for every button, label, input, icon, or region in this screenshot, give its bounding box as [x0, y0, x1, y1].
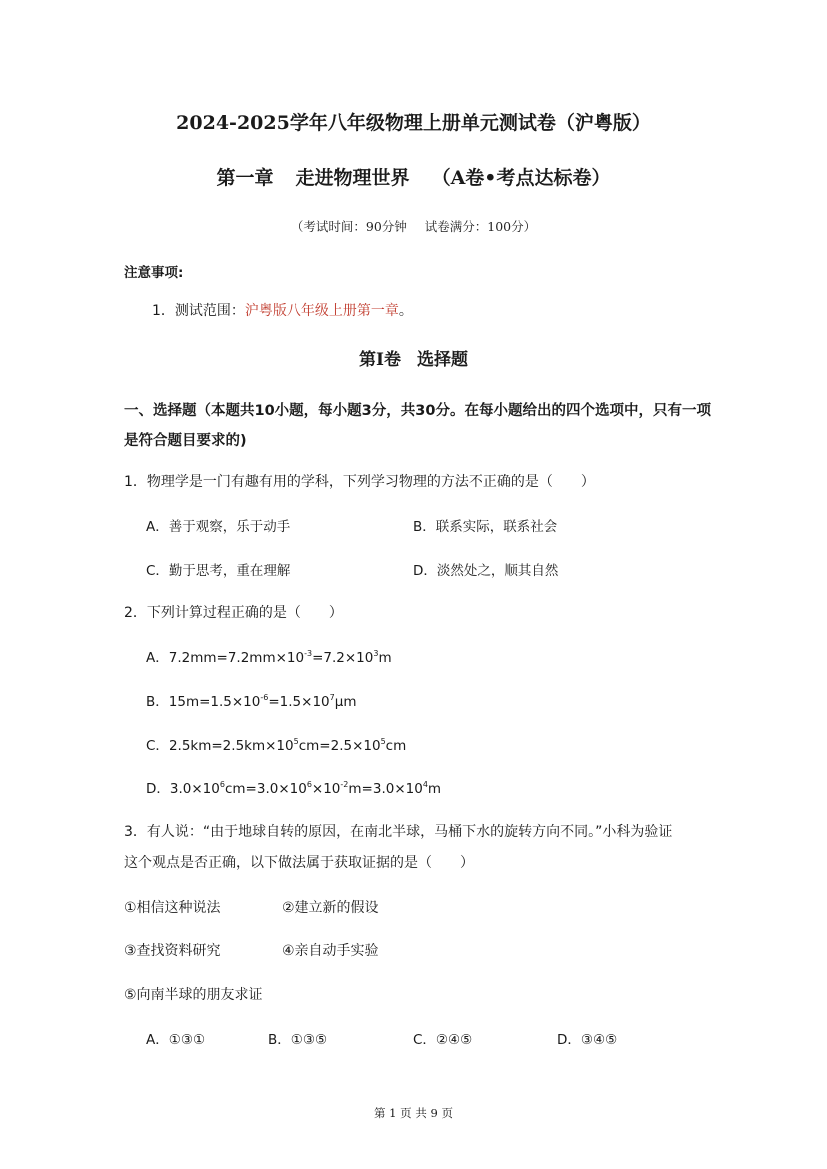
formula-part: cm=3.0×10 [224, 781, 307, 797]
question-2-option-a [146, 646, 392, 666]
scope-text: 沪粤版八年级上册第一章 [244, 303, 399, 319]
question-3-option-b: B．①③⑤ [268, 1032, 328, 1048]
question-2-stem: 2．下列计算过程正确的是（ ） [124, 605, 343, 621]
part-name: 选择题 [416, 350, 468, 370]
question-3-option-a: A．①③① [146, 1032, 206, 1048]
paper-type: （A卷•考点达标卷） [431, 167, 611, 189]
formula-part: 7.2mm=7.2mm×10 [168, 650, 305, 666]
question-3-item-1: ①相信这种说法 [124, 900, 221, 916]
formula-part: m=3.0×10 [348, 781, 423, 797]
question-3-option-d: D．③④⑤ [557, 1032, 618, 1048]
option-label: D． [146, 781, 170, 797]
exponent: -2 [340, 780, 349, 789]
scope-suffix: 。 [398, 303, 413, 319]
exponent: 4 [422, 780, 428, 789]
exponent: 6 [219, 780, 225, 789]
formula-part: cm [385, 738, 407, 754]
chapter-title [0, 163, 827, 190]
page-number: 第 1 页 共 9 页 [374, 1106, 453, 1120]
part-title [0, 345, 827, 370]
question-2-option-b [146, 690, 356, 710]
chapter-name: 走进物理世界 [295, 167, 410, 189]
exponent: -6 [260, 693, 269, 702]
question-3-item-3: ③查找资料研究 [124, 943, 221, 959]
document-title: 2024-2025学年八年级物理上册单元测试卷（沪粤版） [176, 112, 651, 134]
exponent: 7 [329, 693, 335, 702]
section-heading: 一、选择题（本题共10小题，每小题3分，共30分。在每小题给出的四个选项中，只有一项是符合题目要求的) [124, 403, 711, 449]
formula-part: 2.5km=2.5km×10 [168, 738, 294, 754]
option-label: B． [146, 694, 169, 710]
chapter-number: 第一章 [216, 167, 274, 189]
formula-part: m [378, 650, 392, 666]
notice-item-scope [152, 300, 413, 320]
question-3-item-5: ⑤向南半球的朋友求证 [124, 987, 263, 1003]
exponent: 3 [373, 649, 379, 658]
exponent: 5 [380, 737, 386, 746]
notice-label: 注意事项: [124, 265, 184, 281]
exponent: -3 [304, 649, 313, 658]
formula-part: =1.5×10 [268, 694, 330, 710]
question-3-option-c: C．②④⑤ [413, 1032, 473, 1048]
full-score: 试卷满分：100分） [424, 219, 537, 234]
option-label: C． [146, 738, 169, 754]
question-1-option-b: B．联系实际，联系社会 [413, 519, 558, 535]
question-2-option-c [146, 734, 406, 754]
exam-time: （考试时间：90分钟 [290, 219, 407, 234]
formula-part: 3.0×10 [169, 781, 220, 797]
question-3-stem-line1: 3．有人说：“由于地球自转的原因，在南北半球，马桶下水的旋转方向不同。”小科为验证 [124, 824, 673, 840]
formula-part: ×10 [311, 781, 341, 797]
question-3-stem-line2: 这个观点是否正确，以下做法属于获取证据的是（ ） [124, 855, 474, 871]
part-label: 第Ⅰ卷 [359, 350, 401, 370]
question-1-stem: 1．物理学是一门有趣有用的学科，下列学习物理的方法不正确的是（ ） [124, 474, 595, 490]
formula-part: cm=2.5×10 [298, 738, 381, 754]
scope-prefix: 1．测试范围： [152, 303, 245, 319]
question-1-option-a: A．善于观察，乐于动手 [146, 519, 291, 535]
exam-info [0, 217, 827, 235]
question-3-item-2: ②建立新的假设 [282, 900, 379, 916]
question-1-option-d: D．淡然处之，顺其自然 [413, 563, 559, 579]
question-3-item-4: ④亲自动手实验 [282, 943, 379, 959]
question-2-option-d [146, 777, 441, 797]
formula-part: 15m=1.5×10 [168, 694, 261, 710]
formula-part: m [427, 781, 442, 797]
formula-part: =7.2×10 [312, 650, 374, 666]
question-1-option-c: C．勤于思考，重在理解 [146, 563, 291, 579]
formula-part: μm [334, 694, 357, 710]
exponent: 5 [293, 737, 299, 746]
option-label: A． [146, 650, 169, 666]
exponent: 6 [306, 780, 312, 789]
